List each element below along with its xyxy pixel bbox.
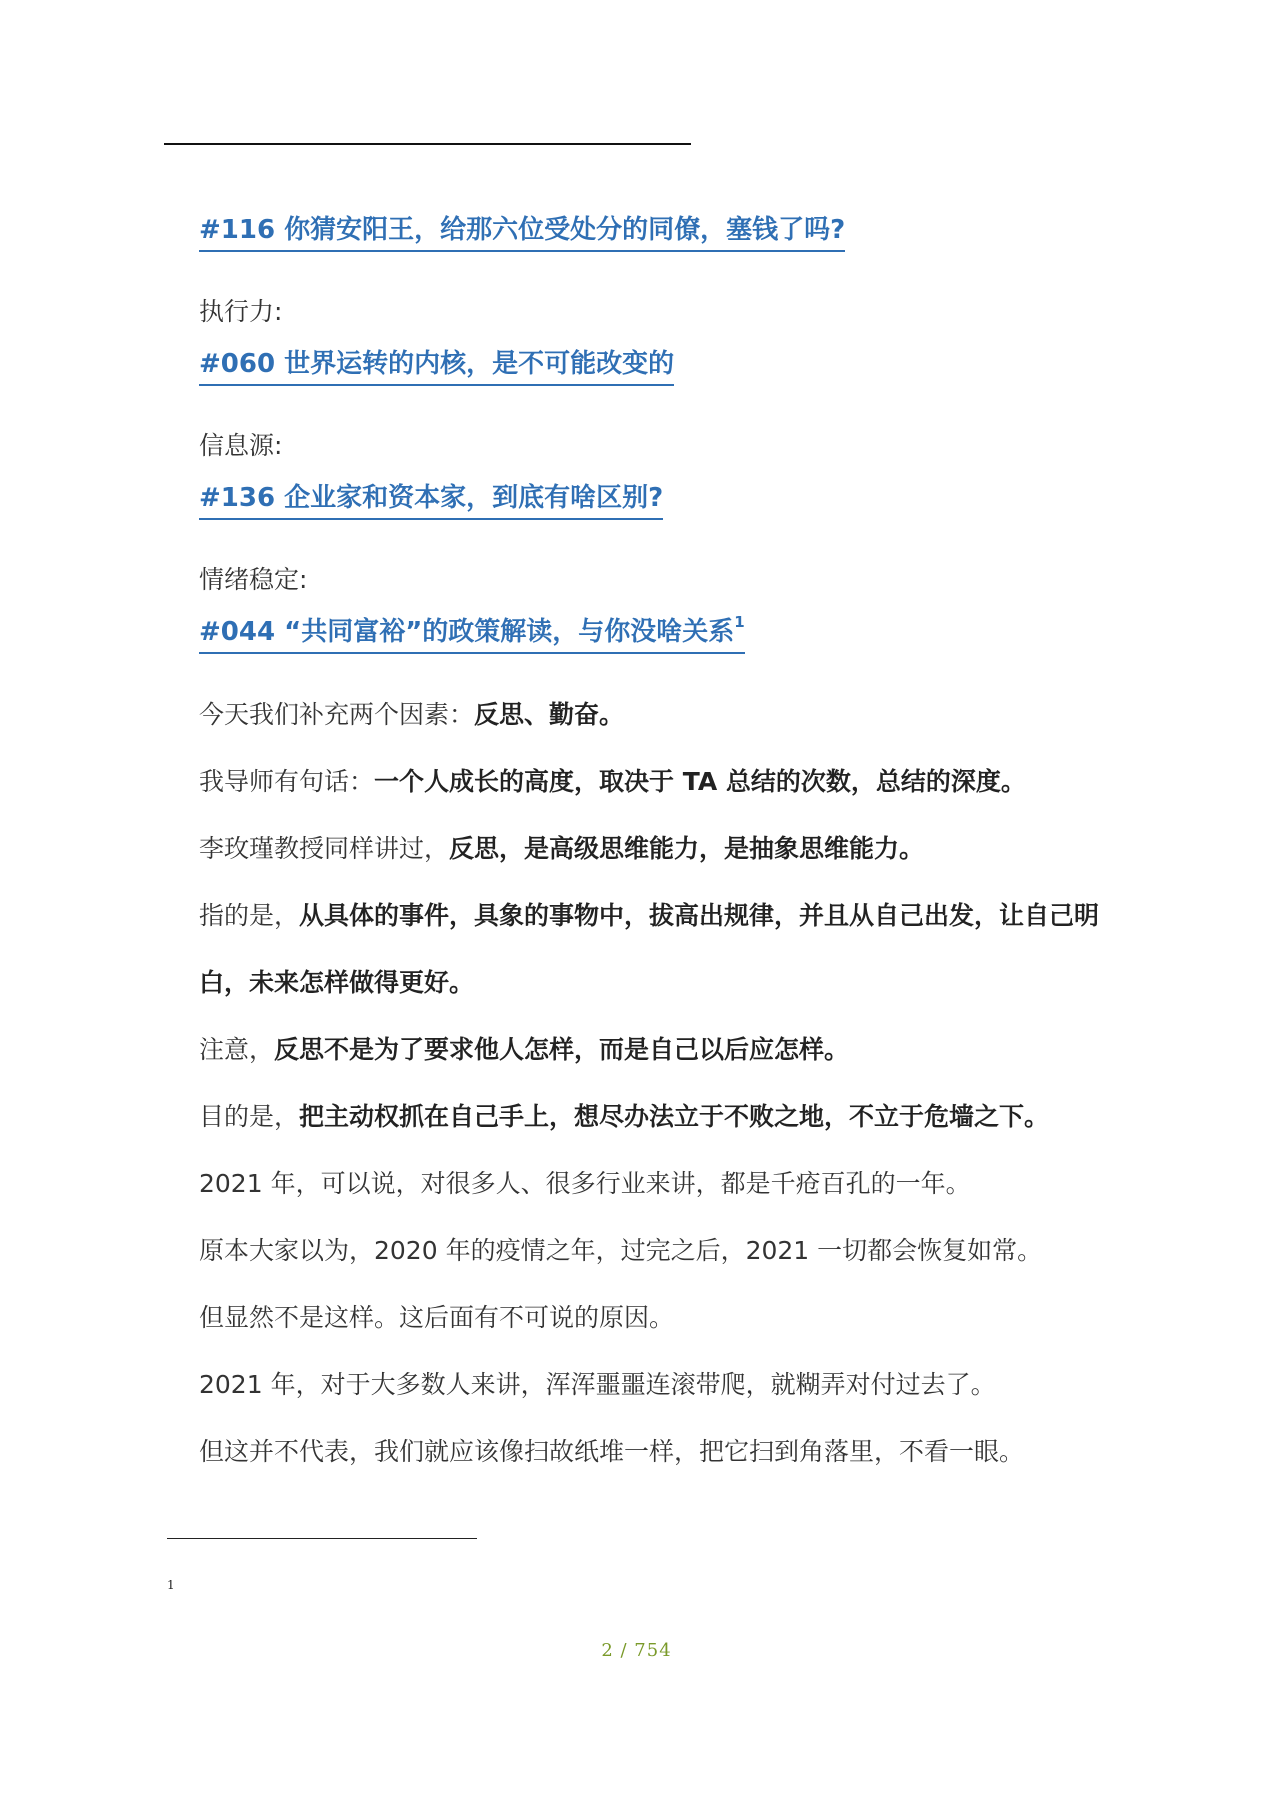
label-execution: 执行力: [199,297,283,326]
paragraph-4-bold: 从具体的事件，具象的事物中，拔高出规律，并且从自己出发，让自己明 [299,901,1100,930]
paragraph-6-plain: 目的是， [199,1102,300,1131]
paragraph-6 [199,1097,1049,1137]
paragraph-4-line-2 [199,963,474,1003]
paragraph-2 [199,762,1026,802]
footnote-divider [167,1538,477,1539]
footnote-reference[interactable]: 1 [734,613,745,631]
paragraph-8 [199,1231,1042,1271]
paragraph-11-plain: 但这并不代表，我们就应该像扫故纸堆一样，把它扫到角落里，不看一眼。 [199,1437,1025,1466]
paragraph-6-bold: 把主动权抓在自己手上，想尽办法立于不败之地，不立于危墙之下。 [299,1102,1050,1131]
paragraph-9-plain: 但显然不是这样。这后面有不可说的原因。 [199,1303,675,1332]
paragraph-5-bold: 反思不是为了要求他人怎样，而是自己以后应怎样。 [274,1035,850,1064]
paragraph-9 [199,1298,674,1338]
paragraph-1 [199,695,624,735]
paragraph-3-plain: 李玫瑾教授同样讲过， [199,834,450,863]
label-emotional-stability: 情绪稳定: [199,565,308,594]
article-link-044-text: #044 “共同富裕”的政策解读，与你没啥关系 [199,617,735,647]
paragraph-2-bold: 一个人成长的高度，取决于 TA 总结的次数，总结的深度。 [374,767,1026,796]
page-number: 2 / 754 [601,1640,672,1661]
paragraph-1-plain: 今天我们补充两个因素： [199,700,475,729]
paragraph-1-bold: 反思、勤奋。 [474,700,625,729]
paragraph-7 [199,1164,971,1204]
paragraph-11 [199,1432,1024,1472]
footnote-mark: 1 [167,1578,175,1592]
paragraph-3 [199,829,924,869]
paragraph-10 [199,1365,996,1405]
article-link-136[interactable]: #136 企业家和资本家，到底有啥区别? [199,478,663,520]
paragraph-7-plain: 2021 年，可以说，对很多人、很多行业来讲，都是千疮百孔的一年。 [199,1169,971,1198]
label-info-source: 信息源: [199,431,283,460]
paragraph-4-plain: 指的是， [199,901,300,930]
article-link-044[interactable] [199,612,745,654]
paragraph-8-plain: 原本大家以为，2020 年的疫情之年，过完之后，2021 一切都会恢复如常。 [199,1236,1043,1265]
paragraph-2-plain: 我导师有句话： [199,767,375,796]
article-link-116[interactable]: #116 你猜安阳王，给那六位受处分的同僚，塞钱了吗? [199,210,845,252]
top-divider [164,143,691,145]
paragraph-10-plain: 2021 年，对于大多数人来讲，浑浑噩噩连滚带爬，就糊弄对付过去了。 [199,1370,996,1399]
paragraph-3-bold: 反思，是高级思维能力，是抽象思维能力。 [449,834,925,863]
paragraph-5-plain: 注意， [199,1035,275,1064]
paragraph-5 [199,1030,849,1070]
article-link-060[interactable]: #060 世界运转的内核，是不可能改变的 [199,344,674,386]
paragraph-4-line-1 [199,896,1099,936]
paragraph-4b-bold: 白，未来怎样做得更好。 [199,968,475,997]
